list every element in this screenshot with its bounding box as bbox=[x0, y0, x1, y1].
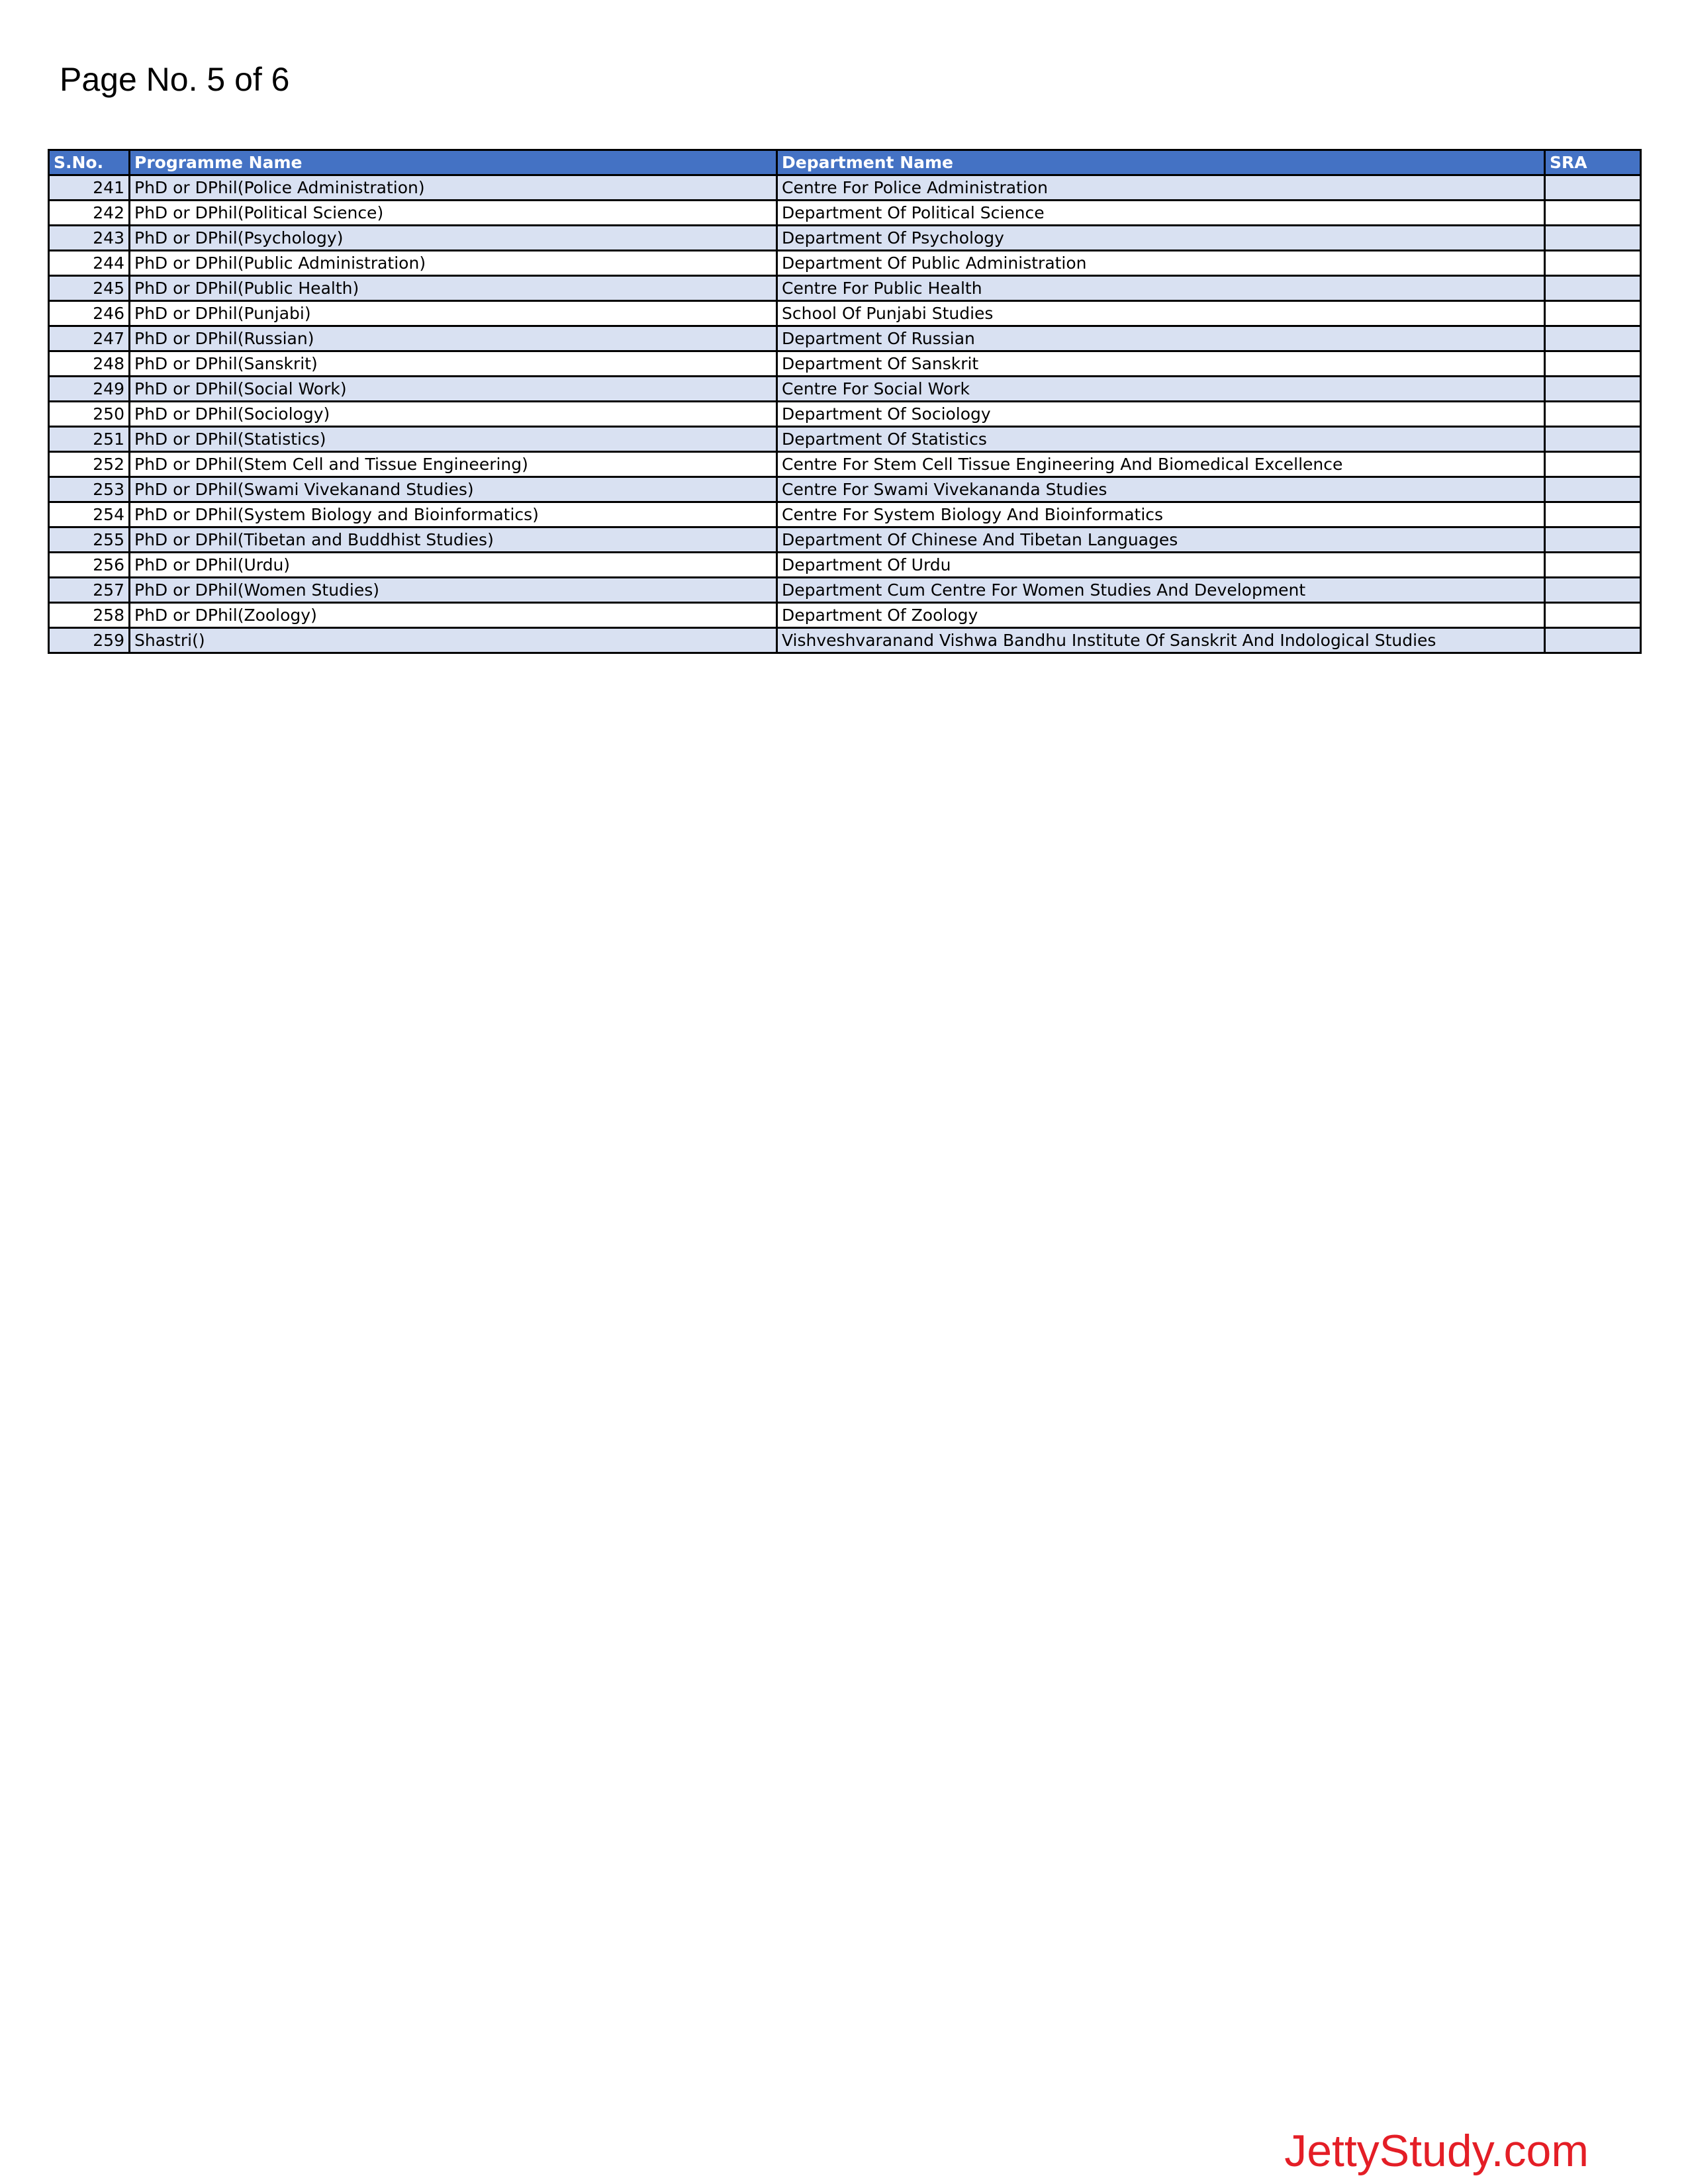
table-row bbox=[49, 251, 1641, 276]
cell-sno: 243 bbox=[49, 226, 130, 251]
cell-sno: 251 bbox=[49, 427, 130, 452]
cell-sno: 256 bbox=[49, 553, 130, 578]
cell-programme-name: Shastri() bbox=[130, 628, 777, 653]
cell-sno: 253 bbox=[49, 477, 130, 502]
cell-sra bbox=[1545, 402, 1641, 427]
cell-department-name: Vishveshvaranand Vishwa Bandhu Institute Of Sanskrit And Indological Studies bbox=[777, 628, 1545, 653]
cell-sra bbox=[1545, 502, 1641, 527]
cell-sno: 249 bbox=[49, 377, 130, 402]
table-row bbox=[49, 351, 1641, 377]
table-row bbox=[49, 175, 1641, 201]
cell-programme-name: PhD or DPhil(Public Administration) bbox=[130, 251, 777, 276]
cell-department-name: Department Of Psychology bbox=[777, 226, 1545, 251]
cell-department-name: Department Of Statistics bbox=[777, 427, 1545, 452]
cell-sra bbox=[1545, 175, 1641, 201]
table-row bbox=[49, 276, 1641, 301]
cell-sra bbox=[1545, 226, 1641, 251]
cell-sra bbox=[1545, 251, 1641, 276]
cell-department-name: School Of Punjabi Studies bbox=[777, 301, 1545, 326]
cell-department-name: Department Of Chinese And Tibetan Languages bbox=[777, 527, 1545, 553]
cell-department-name: Department Of Public Administration bbox=[777, 251, 1545, 276]
cell-programme-name: PhD or DPhil(Psychology) bbox=[130, 226, 777, 251]
cell-programme-name: PhD or DPhil(Women Studies) bbox=[130, 578, 777, 603]
cell-department-name: Department Cum Centre For Women Studies And Development bbox=[777, 578, 1545, 603]
table-row bbox=[49, 301, 1641, 326]
cell-programme-name: PhD or DPhil(Public Health) bbox=[130, 276, 777, 301]
table-row bbox=[49, 603, 1641, 628]
header-sra: SRA bbox=[1545, 150, 1641, 175]
cell-department-name: Centre For Stem Cell Tissue Engineering And Biomedical Excellence bbox=[777, 452, 1545, 477]
cell-department-name: Centre For Social Work bbox=[777, 377, 1545, 402]
cell-sra bbox=[1545, 427, 1641, 452]
cell-sra bbox=[1545, 477, 1641, 502]
table-row bbox=[49, 527, 1641, 553]
cell-sra bbox=[1545, 452, 1641, 477]
page-number: Page No. 5 of 6 bbox=[60, 61, 290, 98]
cell-programme-name: PhD or DPhil(Police Administration) bbox=[130, 175, 777, 201]
cell-sno: 248 bbox=[49, 351, 130, 377]
cell-sno: 246 bbox=[49, 301, 130, 326]
cell-sno: 244 bbox=[49, 251, 130, 276]
table-row bbox=[49, 628, 1641, 653]
cell-sno: 254 bbox=[49, 502, 130, 527]
table-row bbox=[49, 553, 1641, 578]
cell-programme-name: PhD or DPhil(Urdu) bbox=[130, 553, 777, 578]
cell-sra bbox=[1545, 351, 1641, 377]
cell-programme-name: PhD or DPhil(Zoology) bbox=[130, 603, 777, 628]
cell-sra bbox=[1545, 377, 1641, 402]
cell-programme-name: PhD or DPhil(Statistics) bbox=[130, 427, 777, 452]
cell-sra bbox=[1545, 301, 1641, 326]
cell-programme-name: PhD or DPhil(Punjabi) bbox=[130, 301, 777, 326]
watermark: JettyStudy.com bbox=[1284, 2126, 1589, 2176]
cell-programme-name: PhD or DPhil(Political Science) bbox=[130, 201, 777, 226]
cell-sno: 255 bbox=[49, 527, 130, 553]
header-department-name: Department Name bbox=[777, 150, 1545, 175]
cell-sra bbox=[1545, 201, 1641, 226]
cell-department-name: Department Of Sanskrit bbox=[777, 351, 1545, 377]
cell-department-name: Centre For System Biology And Bioinformatics bbox=[777, 502, 1545, 527]
cell-sno: 242 bbox=[49, 201, 130, 226]
cell-department-name: Department Of Political Science bbox=[777, 201, 1545, 226]
table-body bbox=[49, 175, 1641, 653]
cell-programme-name: PhD or DPhil(System Biology and Bioinformatics) bbox=[130, 502, 777, 527]
table-row bbox=[49, 226, 1641, 251]
cell-sno: 259 bbox=[49, 628, 130, 653]
header-row bbox=[49, 150, 1641, 175]
table-row bbox=[49, 477, 1641, 502]
header-sno: S.No. bbox=[49, 150, 130, 175]
table-row bbox=[49, 201, 1641, 226]
cell-department-name: Department Of Sociology bbox=[777, 402, 1545, 427]
cell-department-name: Centre For Police Administration bbox=[777, 175, 1545, 201]
cell-sra bbox=[1545, 326, 1641, 351]
table-header bbox=[49, 150, 1641, 175]
cell-sra bbox=[1545, 603, 1641, 628]
cell-sno: 250 bbox=[49, 402, 130, 427]
cell-programme-name: PhD or DPhil(Social Work) bbox=[130, 377, 777, 402]
table-row bbox=[49, 402, 1641, 427]
table-row bbox=[49, 578, 1641, 603]
cell-department-name: Centre For Swami Vivekananda Studies bbox=[777, 477, 1545, 502]
cell-sra bbox=[1545, 578, 1641, 603]
cell-programme-name: PhD or DPhil(Sanskrit) bbox=[130, 351, 777, 377]
programme-table bbox=[48, 149, 1642, 654]
cell-sno: 241 bbox=[49, 175, 130, 201]
table-row bbox=[49, 377, 1641, 402]
cell-programme-name: PhD or DPhil(Tibetan and Buddhist Studies) bbox=[130, 527, 777, 553]
table-row bbox=[49, 427, 1641, 452]
header-programme-name: Programme Name bbox=[130, 150, 777, 175]
table-row bbox=[49, 502, 1641, 527]
table-row bbox=[49, 452, 1641, 477]
cell-sno: 247 bbox=[49, 326, 130, 351]
cell-sra bbox=[1545, 527, 1641, 553]
cell-programme-name: PhD or DPhil(Stem Cell and Tissue Engineering) bbox=[130, 452, 777, 477]
cell-sno: 258 bbox=[49, 603, 130, 628]
cell-sno: 257 bbox=[49, 578, 130, 603]
cell-programme-name: PhD or DPhil(Sociology) bbox=[130, 402, 777, 427]
cell-sra bbox=[1545, 276, 1641, 301]
cell-department-name: Department Of Russian bbox=[777, 326, 1545, 351]
table-row bbox=[49, 326, 1641, 351]
cell-sno: 252 bbox=[49, 452, 130, 477]
cell-department-name: Department Of Urdu bbox=[777, 553, 1545, 578]
cell-sno: 245 bbox=[49, 276, 130, 301]
cell-programme-name: PhD or DPhil(Swami Vivekanand Studies) bbox=[130, 477, 777, 502]
cell-sra bbox=[1545, 553, 1641, 578]
cell-department-name: Department Of Zoology bbox=[777, 603, 1545, 628]
cell-department-name: Centre For Public Health bbox=[777, 276, 1545, 301]
cell-sra bbox=[1545, 628, 1641, 653]
cell-programme-name: PhD or DPhil(Russian) bbox=[130, 326, 777, 351]
